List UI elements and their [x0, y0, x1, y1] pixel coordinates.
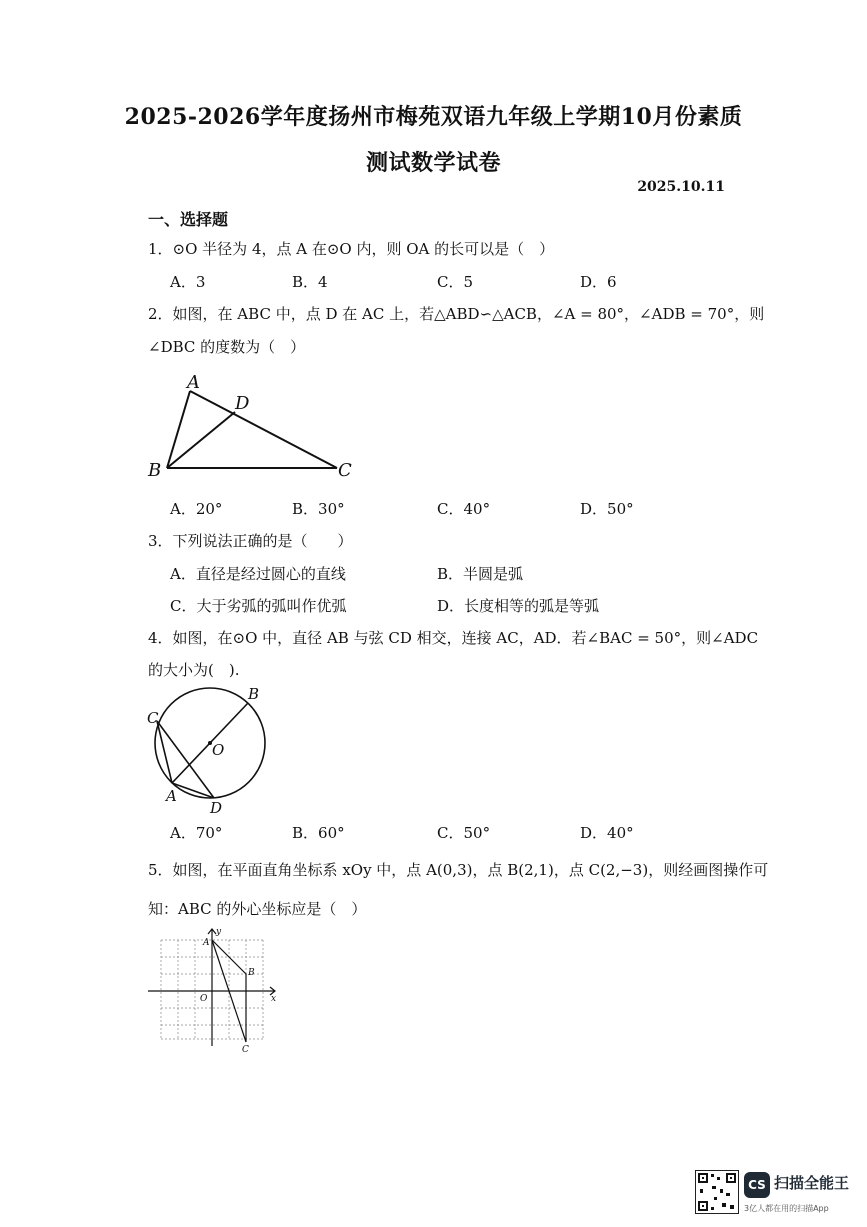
q4-label-d: D: [210, 799, 223, 817]
q2-option-b: B．30°: [292, 500, 345, 518]
q2-option-c: C．40°: [437, 500, 491, 518]
q5-label-a: A: [203, 938, 210, 948]
q3-option-c: C．大于劣弧的弧叫作优弧: [170, 597, 347, 615]
q2-label-d: D: [235, 393, 250, 414]
question-1-stem: 1．⊙O 半径为 4，点 A 在⊙O 内，则 OA 的长可以是（ ）: [148, 240, 555, 258]
question-2-stem-line2: ∠DBC 的度数为（ ）: [148, 338, 306, 356]
q1-option-a: A．3: [170, 273, 206, 291]
question-5-stem-line1: 5．如图，在平面直角坐标系 xOy 中，点 A(0,3)，点 B(2,1)，点 C(2,−3)，则经画图操作可: [148, 861, 769, 879]
q5-label-c: C: [242, 1045, 249, 1055]
q2-label-b: B: [148, 460, 162, 481]
question-5-stem-line2: 知：ABC 的外心坐标应是（ ）: [148, 900, 367, 918]
q2-option-a: A．20°: [170, 500, 223, 518]
q2-option-d: D．50°: [580, 500, 634, 518]
q5-label-x: x: [271, 994, 277, 1004]
question-4-stem-line2: 的大小为( ).: [148, 661, 240, 679]
app-logo-icon: CS: [744, 1172, 770, 1198]
q1-option-b: B．4: [292, 273, 328, 291]
q4-label-b: B: [248, 685, 260, 703]
q3-option-b: B．半圆是弧: [437, 565, 524, 583]
q5-coordinate-figure: [145, 925, 285, 1055]
question-2-stem-line1: 2．如图，在 ABC 中，点 D 在 AC 上，若△ABD∽△ACB，∠A = 80°，∠ADB = 70°，则: [148, 305, 765, 323]
q5-label-b: B: [248, 968, 255, 978]
section-heading: 一、选择题: [148, 210, 229, 229]
brand-tagline: 3亿人都在用的扫描App: [744, 1204, 829, 1213]
q4-label-a: A: [166, 787, 177, 805]
q1-option-d: D．6: [580, 273, 617, 291]
q2-triangle-figure: [140, 368, 370, 486]
exam-title-line1: 2025-2026学年度扬州市梅苑双语九年级上学期10月份素质: [124, 104, 743, 130]
question-4-stem-line1: 4．如图，在⊙O 中，直径 AB 与弦 CD 相交，连接 AC，AD．若∠BAC = 50°，则∠ADC: [148, 629, 759, 647]
q4-label-o: O: [212, 741, 225, 759]
q5-label-y: y: [216, 927, 222, 937]
q4-option-b: B．60°: [292, 824, 345, 842]
question-3-stem: 3．下列说法正确的是（ ）: [148, 532, 353, 550]
q1-option-c: C．5: [437, 273, 474, 291]
q4-option-d: D．40°: [580, 824, 634, 842]
exam-date: 2025.10.11: [637, 179, 725, 195]
q3-option-d: D．长度相等的弧是等弧: [437, 597, 600, 615]
exam-title-line2: 测试数学试卷: [365, 150, 501, 176]
q2-label-c: C: [338, 460, 352, 481]
q4-label-c: C: [147, 709, 159, 727]
q5-label-o: O: [200, 994, 208, 1004]
q3-option-a: A．直径是经过圆心的直线: [170, 565, 346, 583]
q2-label-a: A: [187, 372, 200, 393]
brand-name: 扫描全能王: [774, 1174, 850, 1192]
q4-option-a: A．70°: [170, 824, 223, 842]
q4-option-c: C．50°: [437, 824, 491, 842]
qr-code-icon: [695, 1170, 739, 1214]
q4-circle-figure: [140, 683, 280, 818]
